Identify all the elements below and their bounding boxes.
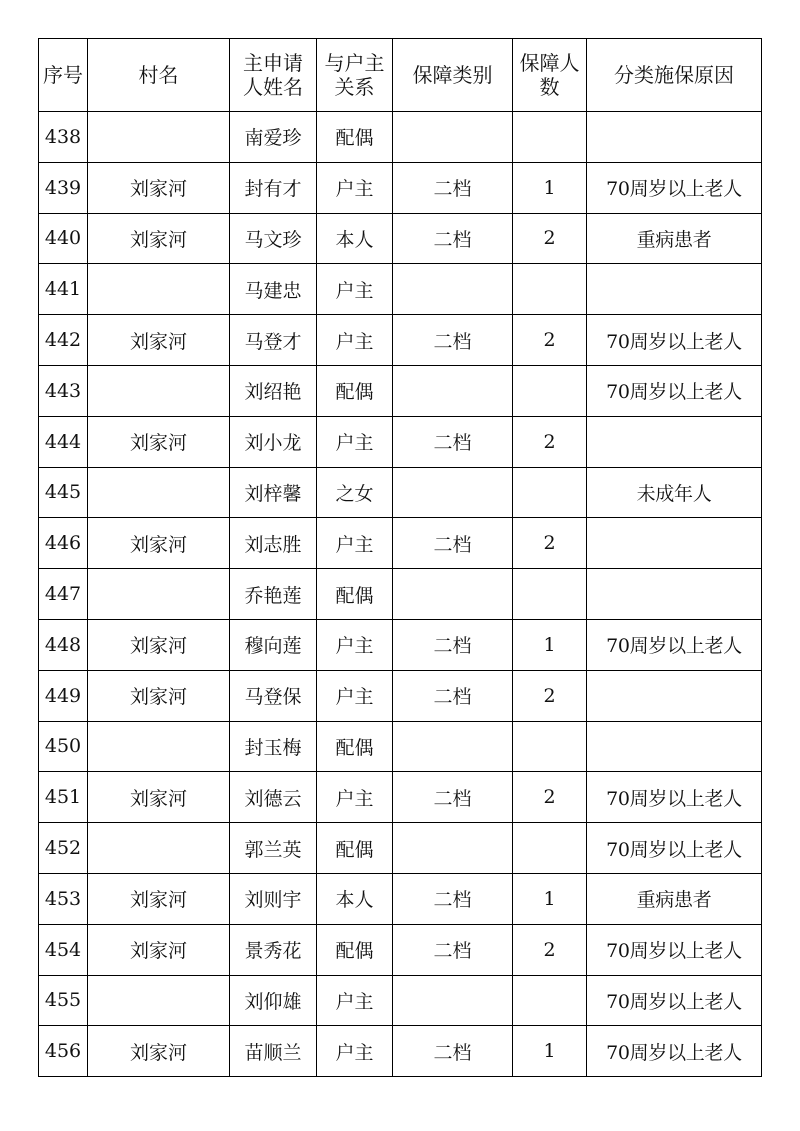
table-row bbox=[39, 721, 762, 772]
seq-cell: 446 bbox=[39, 518, 88, 569]
count-cell: 2 bbox=[513, 924, 587, 975]
village-cell: 刘家河 bbox=[88, 1026, 230, 1077]
applicant-name-cell: 封有才 bbox=[230, 162, 317, 213]
village-cell bbox=[88, 264, 230, 315]
category-cell: 二档 bbox=[393, 416, 513, 467]
category-cell bbox=[393, 467, 513, 518]
category-cell: 二档 bbox=[393, 924, 513, 975]
applicant-name-cell: 苗顺兰 bbox=[230, 1026, 317, 1077]
relation-cell: 户主 bbox=[317, 162, 393, 213]
seq-cell: 447 bbox=[39, 569, 88, 620]
count-cell bbox=[513, 365, 587, 416]
table-row bbox=[39, 518, 762, 569]
category-cell: 二档 bbox=[393, 619, 513, 670]
reason-cell bbox=[587, 721, 762, 772]
count-cell: 1 bbox=[513, 162, 587, 213]
category-cell bbox=[393, 112, 513, 163]
table-row bbox=[39, 365, 762, 416]
category-cell: 二档 bbox=[393, 772, 513, 823]
seq-cell: 454 bbox=[39, 924, 88, 975]
applicant-name-cell: 乔艳莲 bbox=[230, 569, 317, 620]
seq-cell: 442 bbox=[39, 315, 88, 366]
seq-cell: 441 bbox=[39, 264, 88, 315]
relation-cell: 户主 bbox=[317, 264, 393, 315]
village-cell: 刘家河 bbox=[88, 924, 230, 975]
village-cell: 刘家河 bbox=[88, 518, 230, 569]
relation-cell: 本人 bbox=[317, 873, 393, 924]
table-row bbox=[39, 619, 762, 670]
reason-cell: 70周岁以上老人 bbox=[587, 823, 762, 874]
village-cell: 刘家河 bbox=[88, 416, 230, 467]
reason-cell bbox=[587, 518, 762, 569]
count-cell: 2 bbox=[513, 416, 587, 467]
village-cell bbox=[88, 112, 230, 163]
category-cell: 二档 bbox=[393, 213, 513, 264]
seq-cell: 444 bbox=[39, 416, 88, 467]
category-cell: 二档 bbox=[393, 162, 513, 213]
relation-cell: 配偶 bbox=[317, 823, 393, 874]
applicant-name-cell: 马文珍 bbox=[230, 213, 317, 264]
header-relation: 与户主关系 bbox=[317, 39, 393, 112]
category-cell bbox=[393, 721, 513, 772]
relation-cell: 配偶 bbox=[317, 112, 393, 163]
applicant-name-cell: 刘绍艳 bbox=[230, 365, 317, 416]
table-row bbox=[39, 823, 762, 874]
count-cell bbox=[513, 264, 587, 315]
reason-cell bbox=[587, 670, 762, 721]
relation-cell: 配偶 bbox=[317, 365, 393, 416]
applicant-name-cell: 郭兰英 bbox=[230, 823, 317, 874]
seq-cell: 451 bbox=[39, 772, 88, 823]
relation-cell: 户主 bbox=[317, 619, 393, 670]
count-cell bbox=[513, 112, 587, 163]
seq-cell: 453 bbox=[39, 873, 88, 924]
reason-cell: 重病患者 bbox=[587, 213, 762, 264]
applicant-name-cell: 马登才 bbox=[230, 315, 317, 366]
reason-cell: 未成年人 bbox=[587, 467, 762, 518]
table-row bbox=[39, 264, 762, 315]
reason-cell bbox=[587, 264, 762, 315]
applicant-name-cell: 穆向莲 bbox=[230, 619, 317, 670]
table-row bbox=[39, 162, 762, 213]
seq-cell: 452 bbox=[39, 823, 88, 874]
relation-cell: 户主 bbox=[317, 315, 393, 366]
category-cell: 二档 bbox=[393, 315, 513, 366]
relation-cell: 之女 bbox=[317, 467, 393, 518]
header-applicant: 主申请人姓名 bbox=[230, 39, 317, 112]
seq-cell: 445 bbox=[39, 467, 88, 518]
category-cell bbox=[393, 823, 513, 874]
table-row bbox=[39, 467, 762, 518]
applicant-name-cell: 封玉梅 bbox=[230, 721, 317, 772]
reason-cell: 70周岁以上老人 bbox=[587, 1026, 762, 1077]
reason-cell: 70周岁以上老人 bbox=[587, 162, 762, 213]
relation-cell: 配偶 bbox=[317, 924, 393, 975]
reason-cell: 70周岁以上老人 bbox=[587, 619, 762, 670]
village-cell: 刘家河 bbox=[88, 162, 230, 213]
relation-cell: 配偶 bbox=[317, 721, 393, 772]
reason-cell bbox=[587, 569, 762, 620]
header-reason: 分类施保原因 bbox=[587, 39, 762, 112]
category-cell: 二档 bbox=[393, 873, 513, 924]
category-cell bbox=[393, 365, 513, 416]
table-row bbox=[39, 112, 762, 163]
category-cell bbox=[393, 569, 513, 620]
count-cell: 2 bbox=[513, 518, 587, 569]
applicant-name-cell: 刘德云 bbox=[230, 772, 317, 823]
count-cell: 1 bbox=[513, 1026, 587, 1077]
reason-cell: 70周岁以上老人 bbox=[587, 315, 762, 366]
table-row bbox=[39, 569, 762, 620]
village-cell: 刘家河 bbox=[88, 213, 230, 264]
header-village: 村名 bbox=[88, 39, 230, 112]
relation-cell: 户主 bbox=[317, 1026, 393, 1077]
applicant-name-cell: 景秀花 bbox=[230, 924, 317, 975]
count-cell: 1 bbox=[513, 873, 587, 924]
table-row bbox=[39, 873, 762, 924]
village-cell: 刘家河 bbox=[88, 315, 230, 366]
table-row bbox=[39, 1026, 762, 1077]
roster-body bbox=[39, 112, 762, 1077]
table-row bbox=[39, 416, 762, 467]
count-cell: 2 bbox=[513, 213, 587, 264]
category-cell: 二档 bbox=[393, 1026, 513, 1077]
seq-cell: 450 bbox=[39, 721, 88, 772]
count-cell bbox=[513, 467, 587, 518]
village-cell bbox=[88, 975, 230, 1026]
applicant-name-cell: 刘则宇 bbox=[230, 873, 317, 924]
count-cell: 2 bbox=[513, 315, 587, 366]
applicant-name-cell: 南爱珍 bbox=[230, 112, 317, 163]
category-cell bbox=[393, 264, 513, 315]
village-cell bbox=[88, 823, 230, 874]
seq-cell: 439 bbox=[39, 162, 88, 213]
header-category: 保障类别 bbox=[393, 39, 513, 112]
table-row bbox=[39, 213, 762, 264]
village-cell: 刘家河 bbox=[88, 619, 230, 670]
header-seq: 序号 bbox=[39, 39, 88, 112]
seq-cell: 438 bbox=[39, 112, 88, 163]
category-cell: 二档 bbox=[393, 518, 513, 569]
header-count: 保障人数 bbox=[513, 39, 587, 112]
category-cell: 二档 bbox=[393, 670, 513, 721]
seq-cell: 443 bbox=[39, 365, 88, 416]
village-cell bbox=[88, 721, 230, 772]
village-cell bbox=[88, 569, 230, 620]
seq-cell: 455 bbox=[39, 975, 88, 1026]
count-cell: 2 bbox=[513, 772, 587, 823]
relation-cell: 户主 bbox=[317, 670, 393, 721]
village-cell bbox=[88, 467, 230, 518]
reason-cell: 70周岁以上老人 bbox=[587, 365, 762, 416]
village-cell: 刘家河 bbox=[88, 670, 230, 721]
table-row bbox=[39, 772, 762, 823]
relation-cell: 户主 bbox=[317, 975, 393, 1026]
table-row bbox=[39, 315, 762, 366]
count-cell bbox=[513, 721, 587, 772]
reason-cell: 70周岁以上老人 bbox=[587, 772, 762, 823]
applicant-name-cell: 刘梓馨 bbox=[230, 467, 317, 518]
applicant-name-cell: 马建忠 bbox=[230, 264, 317, 315]
count-cell bbox=[513, 569, 587, 620]
roster-table bbox=[38, 38, 762, 1077]
applicant-name-cell: 马登保 bbox=[230, 670, 317, 721]
relation-cell: 户主 bbox=[317, 416, 393, 467]
seq-cell: 456 bbox=[39, 1026, 88, 1077]
village-cell bbox=[88, 365, 230, 416]
table-row bbox=[39, 670, 762, 721]
category-cell bbox=[393, 975, 513, 1026]
relation-cell: 配偶 bbox=[317, 569, 393, 620]
seq-cell: 448 bbox=[39, 619, 88, 670]
count-cell bbox=[513, 823, 587, 874]
village-cell: 刘家河 bbox=[88, 873, 230, 924]
seq-cell: 440 bbox=[39, 213, 88, 264]
count-cell bbox=[513, 975, 587, 1026]
reason-cell bbox=[587, 112, 762, 163]
relation-cell: 户主 bbox=[317, 518, 393, 569]
count-cell: 1 bbox=[513, 619, 587, 670]
applicant-name-cell: 刘小龙 bbox=[230, 416, 317, 467]
reason-cell: 重病患者 bbox=[587, 873, 762, 924]
village-cell: 刘家河 bbox=[88, 772, 230, 823]
reason-cell: 70周岁以上老人 bbox=[587, 975, 762, 1026]
header-row bbox=[39, 39, 762, 112]
table-row bbox=[39, 975, 762, 1026]
reason-cell bbox=[587, 416, 762, 467]
relation-cell: 户主 bbox=[317, 772, 393, 823]
seq-cell: 449 bbox=[39, 670, 88, 721]
applicant-name-cell: 刘志胜 bbox=[230, 518, 317, 569]
count-cell: 2 bbox=[513, 670, 587, 721]
reason-cell: 70周岁以上老人 bbox=[587, 924, 762, 975]
table-row bbox=[39, 924, 762, 975]
applicant-name-cell: 刘仰雄 bbox=[230, 975, 317, 1026]
relation-cell: 本人 bbox=[317, 213, 393, 264]
